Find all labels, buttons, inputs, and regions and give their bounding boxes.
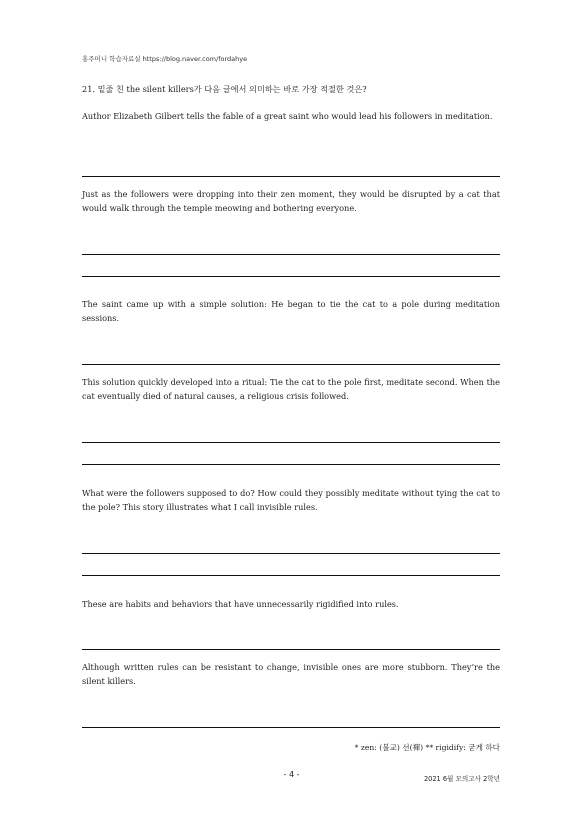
answer-line — [82, 553, 500, 554]
answer-line — [82, 575, 500, 576]
exam-label: 2021 6월 모의고사 2학년 — [423, 775, 500, 783]
answer-line — [82, 364, 500, 365]
page-number: - 4 - — [283, 770, 300, 779]
paragraph-1: Author Elizabeth Gilbert tells the fable of a great saint who would lead his followers in meditation. — [82, 111, 493, 121]
paragraph-4: This solution quickly developed into a ritual: Tie the cat to the pole first, meditate second. When the cat eventually died of natural causes, a religious crisis followed. — [82, 377, 500, 401]
answer-line — [82, 176, 500, 177]
footnote: * zen: (불교) 선(禪) ** rigidify: 굳게 하다 — [354, 743, 500, 752]
answer-line — [82, 276, 500, 277]
answer-line — [82, 464, 500, 465]
question-title: 21. 밑줄 친 the silent killers가 다음 글에서 의미하는 바로 가장 적절한 것은? — [82, 84, 367, 94]
answer-line — [82, 649, 500, 650]
paragraph-7: Although written rules can be resistant to change, invisible ones are more stubborn. They’re the silent killers. — [82, 662, 500, 686]
paragraph-5: What were the followers supposed to do? How could they possibly meditate without tying the cat to the pole? This story illustrates what I call invisible rules. — [82, 488, 500, 512]
answer-line — [82, 442, 500, 443]
site-header: 홍주머니 학습자료실 https://blog.naver.com/fordahye — [82, 55, 248, 63]
paragraph-2: Just as the followers were dropping into their zen moment, they would be disrupted by a cat that would walk through the temple meowing and bothering everyone. — [82, 189, 500, 213]
answer-line — [82, 254, 500, 255]
answer-line — [82, 727, 500, 728]
paragraph-3: The saint came up with a simple solution: He began to tie the cat to a pole during meditation sessions. — [82, 299, 500, 323]
paragraph-6: These are habits and behaviors that have unnecessarily rigidified into rules. — [82, 599, 399, 609]
